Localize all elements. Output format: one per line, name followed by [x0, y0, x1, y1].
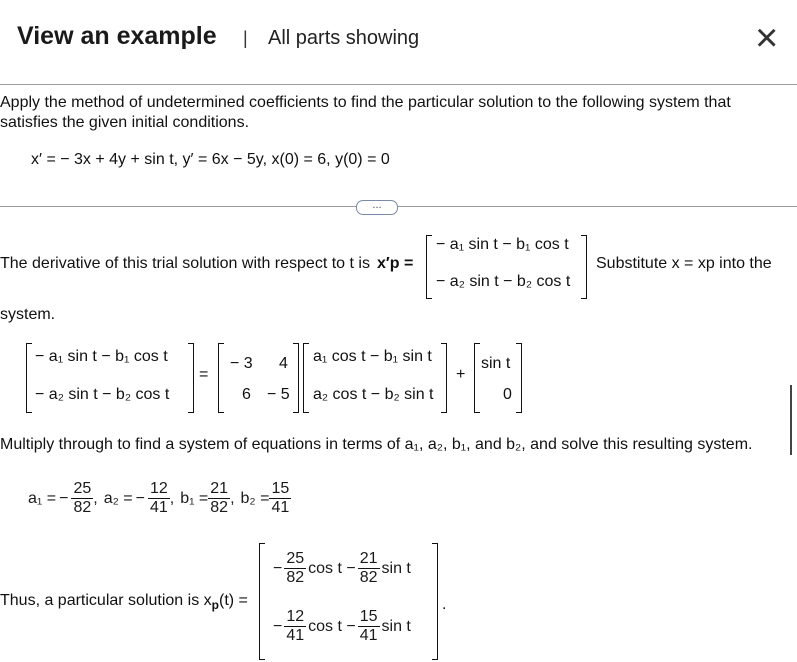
a2-fraction: $\frac{12}{41}$	[149, 480, 168, 516]
matrix-f-bracket-left	[474, 343, 480, 413]
header-title: View an example	[17, 22, 217, 50]
header-separator: |	[243, 28, 248, 48]
matrix-v-row-1: a₁ cos t − b₁ sin t	[313, 348, 432, 365]
derivative-lhs: x′p =	[377, 255, 414, 272]
matrix-lhs-bracket-right	[188, 343, 194, 413]
matrix-lhs-bracket-left	[26, 343, 32, 413]
matrix-equals: =	[199, 366, 209, 383]
close-icon[interactable]: ×	[755, 16, 779, 60]
matrix-a-12: 4	[279, 355, 288, 372]
matrix-v-row-2: a₂ cos t − b₂ sin t	[313, 386, 434, 403]
more-button[interactable]: ...	[356, 200, 398, 215]
derivative-row-2: − a₂ sin t − b₂ cos t	[436, 273, 571, 290]
a1-fraction: $\frac{25}{82}$	[73, 480, 92, 516]
b2-label: b₂ =	[240, 489, 270, 507]
matrix-a-22: − 5	[267, 386, 290, 403]
substitute-text: Substitute x = xp into the	[596, 255, 772, 272]
derivative-row-1: − a₁ sin t − b₁ cos t	[436, 236, 569, 253]
system-word: system.	[0, 306, 56, 323]
matrix-lhs-row-2: − a₂ sin t − b₂ cos t	[35, 386, 170, 403]
a2-label: a₂ =	[103, 489, 133, 507]
matrix-v-bracket-right	[441, 343, 447, 413]
matrix-f-row-2: 0	[503, 386, 512, 403]
matrix-f-row-1: sin t	[481, 355, 511, 372]
final-period: .	[442, 596, 447, 613]
matrix-a-bracket-right	[293, 343, 299, 413]
scrollbar-line[interactable]	[790, 385, 792, 455]
final-text: Thus, a particular solution is $x_p(t)$ =	[0, 592, 248, 612]
multiply-text: Multiply through to find a system of equations in terms of a₁, a₂, b₁, and b₂, and solve this resulting system.	[0, 436, 753, 453]
matrix-f-bracket-right	[516, 343, 522, 413]
header-subtitle: All parts showing	[268, 27, 420, 49]
header-divider	[0, 84, 797, 85]
matrix-a-21: 6	[242, 386, 251, 403]
a2-sign: −	[135, 489, 145, 507]
matrix-a-bracket-left	[218, 343, 224, 413]
matrix-plus: +	[456, 366, 466, 383]
bracket-left	[426, 235, 432, 299]
a1-label: a₁ =	[28, 489, 57, 507]
b1-label: b₁ =	[180, 489, 209, 507]
b2-fraction: $\frac{15}{41}$	[271, 480, 290, 516]
final-row-2: − $\frac{12}{41}$ cos t − $\frac{15}{41}$ sin t	[273, 608, 411, 644]
instruction-line-2: satisfies the given initial conditions.	[0, 114, 250, 131]
matrix-a-11: − 3	[230, 355, 253, 372]
final-bracket-left	[259, 543, 265, 660]
section-divider	[0, 206, 797, 207]
b1-fraction: $\frac{21}{82}$	[210, 480, 229, 516]
derivative-text: The derivative of this trial solution with respect to t is	[0, 255, 370, 272]
a1-sign: −	[59, 489, 69, 507]
matrix-lhs-row-1: − a₁ sin t − b₁ cos t	[35, 348, 168, 365]
final-bracket-right	[432, 543, 438, 660]
final-row-1: − $\frac{25}{82}$ cos t − $\frac{21}{82}$ sin t	[273, 550, 411, 586]
instruction-line-1: Apply the method of undetermined coefficients to find the particular solution to the following system that	[0, 94, 731, 111]
matrix-v-bracket-left	[303, 343, 309, 413]
bracket-right	[581, 235, 587, 299]
system-equations: x′ = − 3x + 4y + sin t, y′ = 6x − 5y, x(0) = 6, y(0) = 0	[31, 151, 390, 168]
solution-values: a₁ = − $\frac{25}{82}$ , a₂ = − $\frac{12}{41}$ , b₁ = $\frac{21}{82}$ , b₂ = $\frac{15}{41}$	[28, 480, 290, 516]
